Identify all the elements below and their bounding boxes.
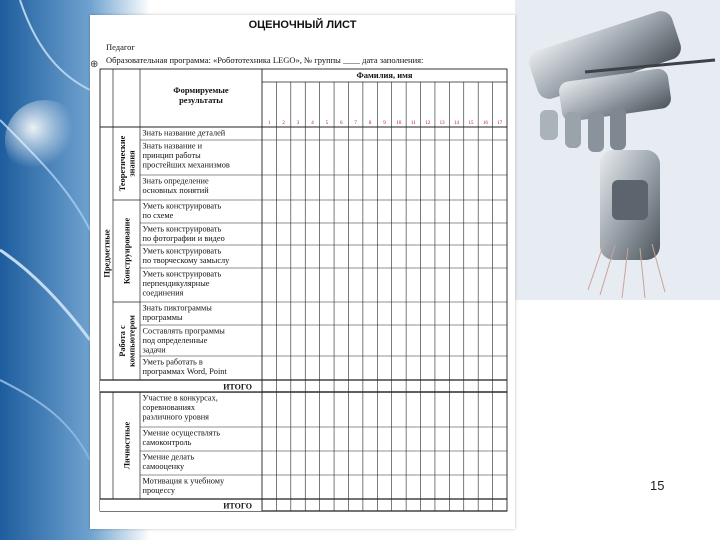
criterion-text: соединения xyxy=(142,288,184,298)
group-label xyxy=(118,315,137,367)
criterion-text: самооценку xyxy=(142,462,185,472)
criterion-text: соревнованиях xyxy=(142,403,196,413)
criterion-text: Уметь конструировать xyxy=(142,246,222,256)
student-number: 3 xyxy=(296,121,300,126)
group-label-text: Личностные xyxy=(122,421,132,470)
header-names: Фамилия, имя xyxy=(356,70,413,80)
student-number: 11 xyxy=(410,121,416,126)
criterion-text: Умение делать xyxy=(142,452,195,462)
criterion-text: различного уровня xyxy=(142,412,209,422)
group-label-text: Работа с xyxy=(117,325,127,357)
criterion-text: по схеме xyxy=(142,211,174,221)
group-label xyxy=(118,135,137,191)
criterion-text: процессу xyxy=(142,486,175,496)
total-row-label: ИТОГО xyxy=(223,501,252,511)
criterion-text: программах Word, Point xyxy=(142,367,227,377)
student-number: 12 xyxy=(425,121,431,126)
criterion-text: Знать определение xyxy=(142,176,209,186)
criterion-text: программы xyxy=(142,313,183,323)
area-subject-label: Предметные xyxy=(101,229,112,278)
group-label-text: знания xyxy=(127,150,137,177)
header-results-line1: Формируемые xyxy=(173,85,229,95)
student-number: 6 xyxy=(340,121,343,126)
assessment-table xyxy=(90,15,515,529)
student-number: 7 xyxy=(354,121,357,126)
student-number: 9 xyxy=(383,121,386,126)
student-number: 5 xyxy=(325,121,329,126)
total-row-label: ИТОГО xyxy=(223,382,252,392)
student-number: 13 xyxy=(439,121,445,126)
header-results-line2: результаты xyxy=(179,95,223,105)
criterion-text: по фотографии и видео xyxy=(142,234,225,244)
sheet-title: ОЦЕНОЧНЫЙ ЛИСТ xyxy=(248,19,357,31)
student-number: 4 xyxy=(311,121,314,126)
student-number: 8 xyxy=(368,121,372,126)
criterion-text: Уметь работать в xyxy=(142,357,203,367)
assessment-sheet xyxy=(90,15,515,529)
criterion-text: Знать пиктограммы xyxy=(142,303,212,313)
criterion-text: простейших механизмов xyxy=(142,160,230,170)
group-label-text: Теоретические xyxy=(117,135,127,192)
criterion-text: основных понятий xyxy=(142,186,209,196)
group-label xyxy=(123,422,132,470)
student-number: 16 xyxy=(482,121,488,126)
move-handle-icon: ⊕ xyxy=(90,59,99,70)
criterion-text: Знать название деталей xyxy=(142,128,226,138)
criterion-text: Знать название и xyxy=(142,141,203,151)
criterion-text: по творческому замыслу xyxy=(142,256,230,266)
group-blank: ____ xyxy=(343,55,361,65)
group-label xyxy=(123,218,132,285)
group-label-text: Конструирование xyxy=(122,217,132,285)
date-label: дата заполнения: xyxy=(362,55,424,65)
criterion-text: Умение осуществлять xyxy=(142,428,221,438)
student-number: 10 xyxy=(396,121,402,126)
criterion-text: Участие в конкурсах, xyxy=(142,393,218,403)
student-number: 17 xyxy=(497,121,503,126)
criterion-text: Уметь конструировать xyxy=(142,201,222,211)
student-number: 15 xyxy=(468,121,474,126)
student-number: 1 xyxy=(267,121,271,126)
criterion-text: Мотивация к учебному xyxy=(142,476,225,486)
student-number: 14 xyxy=(454,121,460,126)
teacher-label: Педагог xyxy=(106,42,135,52)
criterion-text: перпендикулярные xyxy=(142,279,210,289)
criterion-text: принцип работы xyxy=(142,151,201,161)
criterion-text: задачи xyxy=(142,345,166,355)
slide-number: 15 xyxy=(650,478,665,493)
criterion-text: Уметь конструировать xyxy=(142,224,222,234)
student-number: 2 xyxy=(282,121,285,126)
criterion-text: под определенные xyxy=(142,336,208,346)
criterion-text: Уметь конструировать xyxy=(142,269,222,279)
criterion-text: самоконтроль xyxy=(142,438,192,448)
criterion-text: Составлять программы xyxy=(142,326,225,336)
group-label-text: компьютером xyxy=(127,315,137,367)
program-label: Образовательная программа: «Робототехника LEGO», № группы xyxy=(106,55,341,65)
